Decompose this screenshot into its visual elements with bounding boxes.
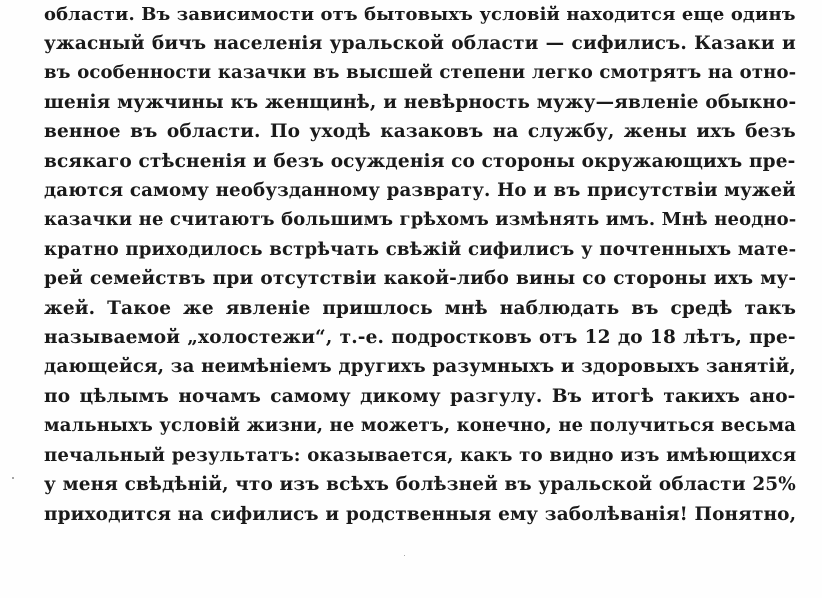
text-line-2: ужасный бичъ населенія уральской области — сифилисъ. Казаки и <box>44 33 796 54</box>
scan-speck <box>404 555 405 556</box>
text-line-6: всякаго стѣсненія и безъ осужденія со стороны окружающихъ пре- <box>44 151 796 172</box>
text-line-8: казачки не считаютъ большимъ грѣхомъ измѣнять имъ. Мнѣ неодно- <box>44 209 797 230</box>
text-line-7: даются самому необузданному разврату. Но и въ присутствіи мужей <box>44 180 796 201</box>
text-line-13: дающейся, за неимѣніемъ другихъ разумныхъ и здоровыхъ занятій, <box>44 356 796 377</box>
text-line-4: шенія мужчины къ женщинѣ, и невѣрность мужу—явленіе обыкно- <box>44 92 797 113</box>
text-line-9: кратно приходилось встрѣчать свѣжій сифилисъ у почтенныхъ мате- <box>44 239 797 260</box>
text-line-10: рей семействъ при отсутствіи какой-либо вины со стороны ихъ му- <box>44 268 797 289</box>
text-line-18: приходится на сифилисъ и родственныя ему заболѣванія! Понятно, <box>44 504 797 525</box>
text-line-17: у меня свѣдѣній, что изъ всѣхъ болѣзней въ уральской области 25% <box>44 474 796 495</box>
text-line-1: области. Въ зависимости отъ бытовыхъ условій находится еще одинъ <box>44 4 796 25</box>
text-line-11: жей. Такое же явленіе пришлось мнѣ наблюдать въ средѣ такъ <box>44 298 797 319</box>
text-line-5: венное въ области. По уходѣ казаковъ на службу, жены ихъ безъ <box>44 121 796 142</box>
text-line-15: мальныхъ условій жизни, не можетъ, конечно, не получиться весьма <box>44 415 797 436</box>
text-line-16: печальный результатъ: оказывается, какъ то видно изъ имѣющихся <box>44 445 797 466</box>
scan-speck <box>12 477 14 479</box>
text-line-14: по цѣлымъ ночамъ самому дикому разгулу. Въ итогѣ такихъ ано- <box>44 386 796 407</box>
text-line-12: называемой „холостежи“, т.-е. подростковъ отъ 12 до 18 лѣтъ, пре- <box>44 327 796 348</box>
text-line-3: въ особенности казачки въ высшей степени легко смотрятъ на отно- <box>44 62 797 83</box>
